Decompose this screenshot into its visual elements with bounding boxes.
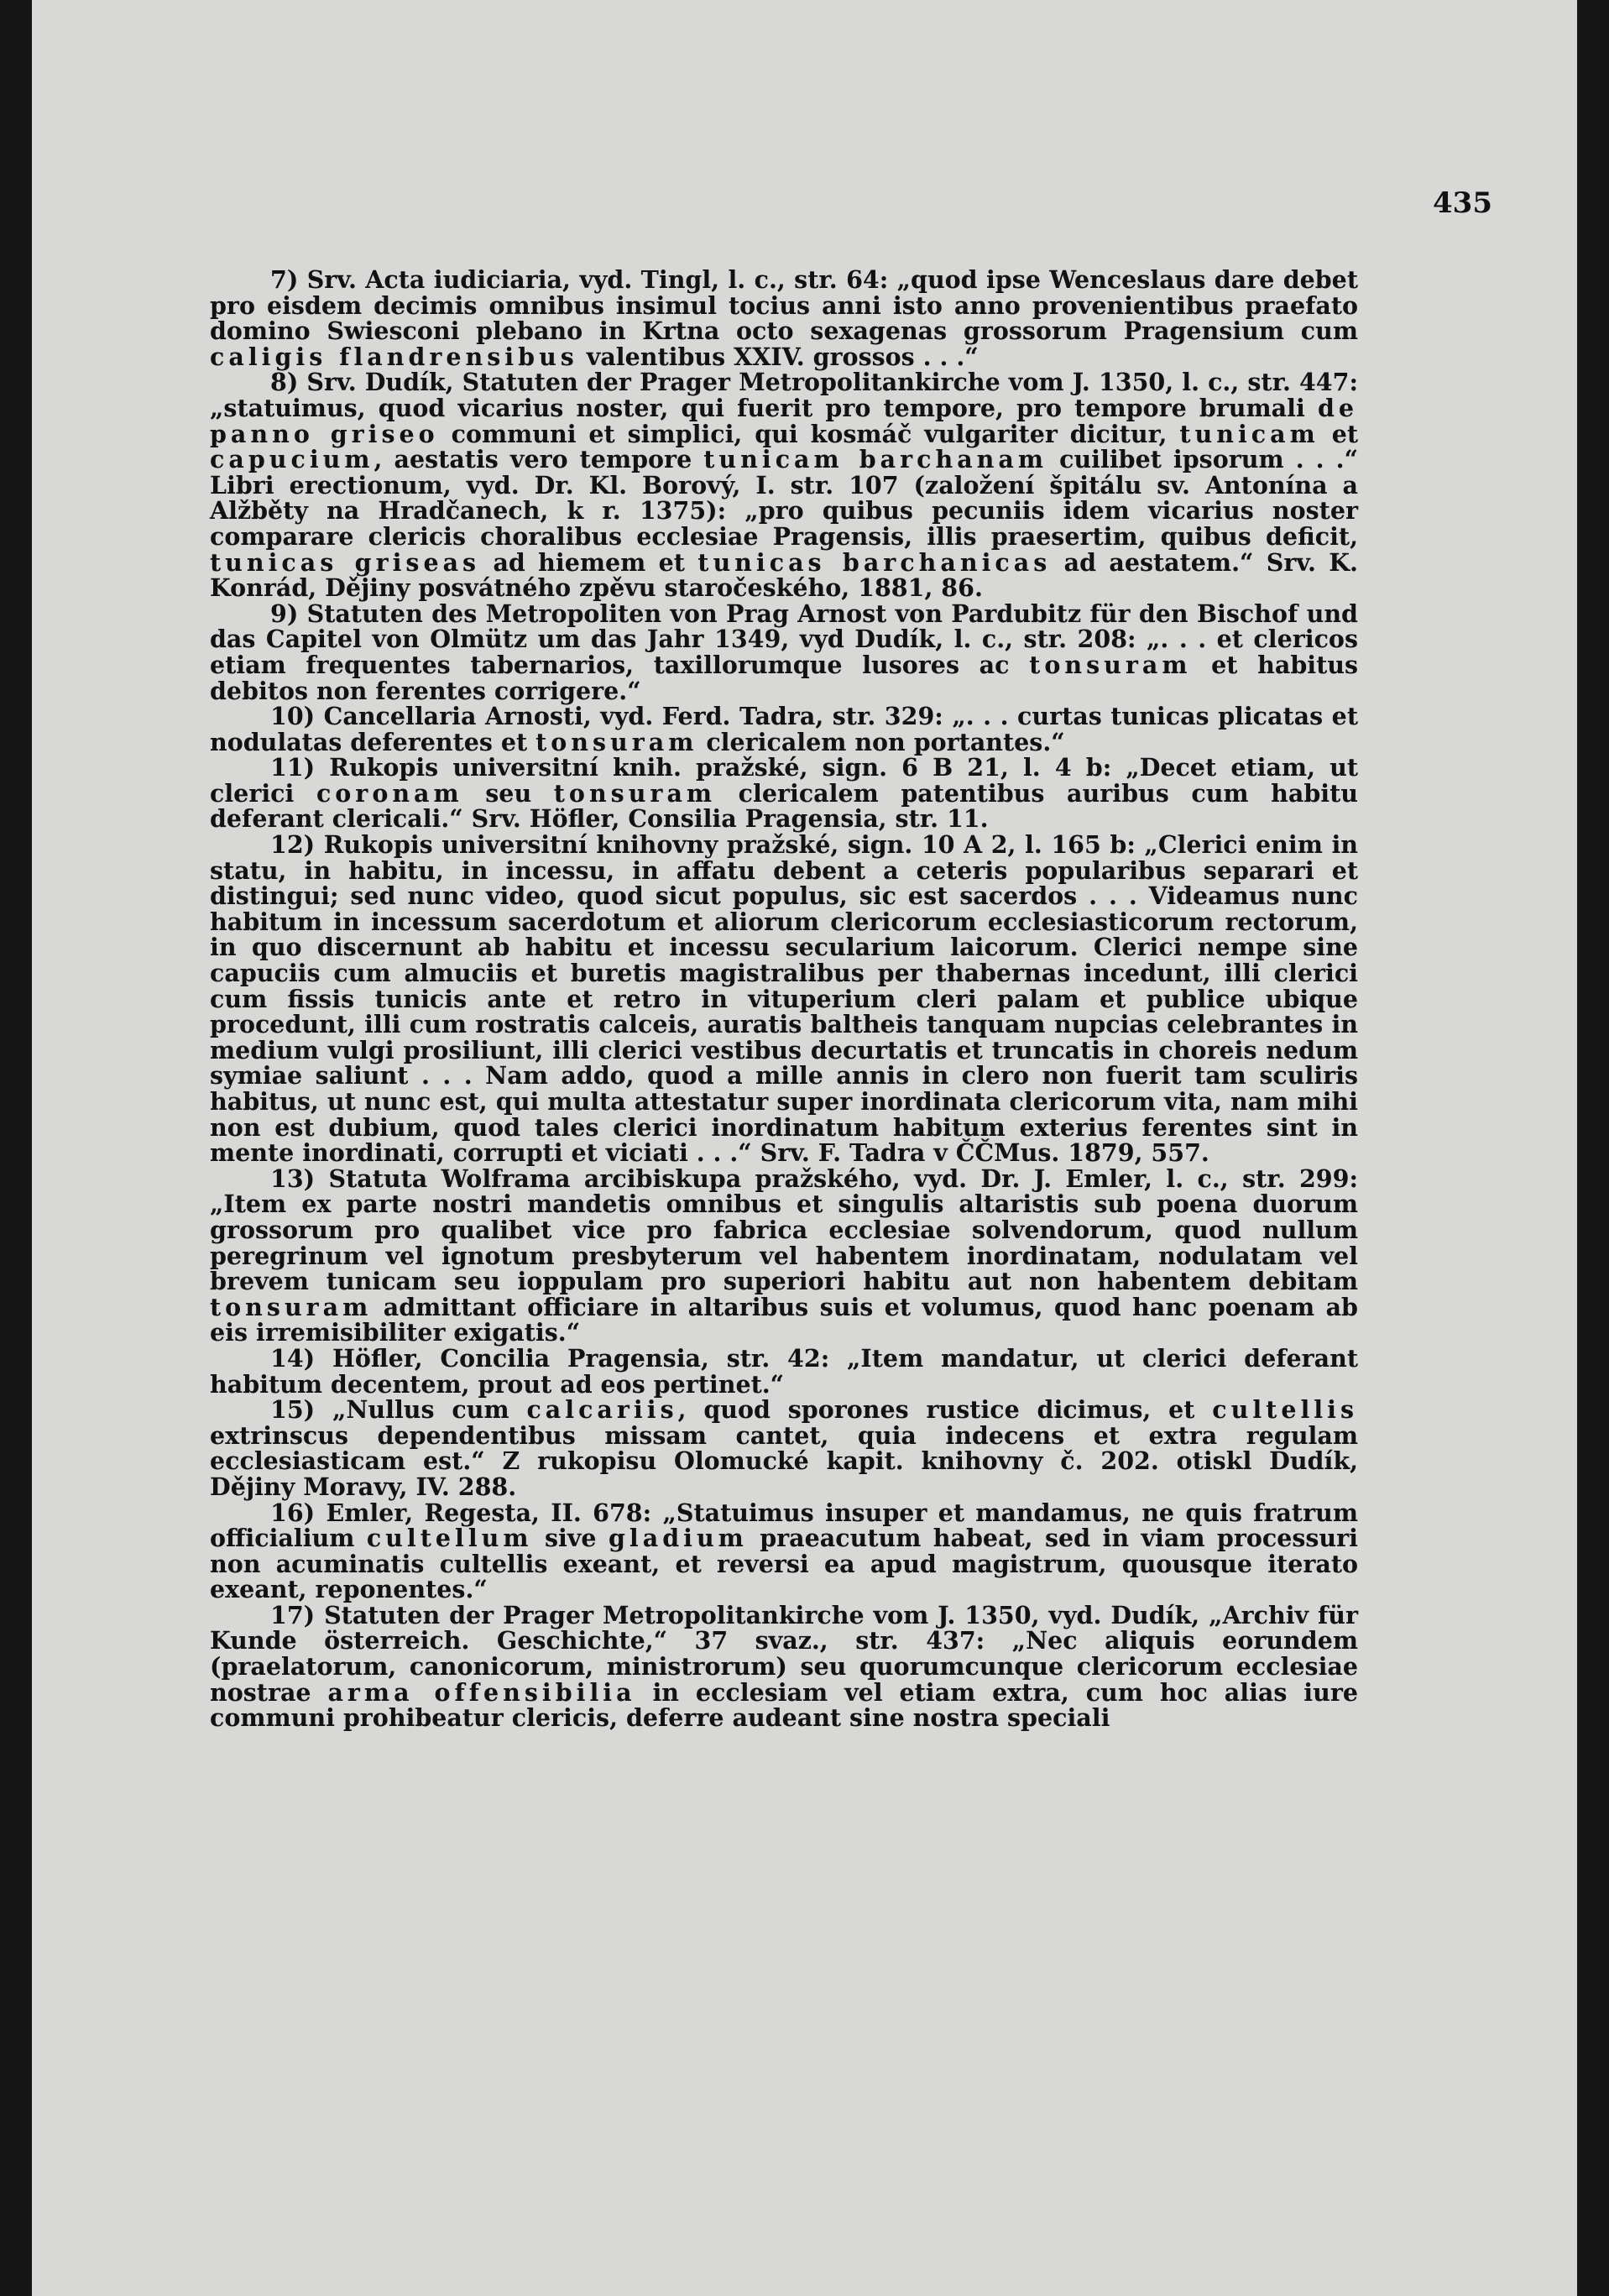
footnote-number: 13: [270, 1164, 304, 1193]
note-text: Srv. Dudík, Statuten der Prager Metropolitankirche vom J. 1350, l. c., str. 447: „statuimus, quod vicarius noster, qui fuerit pro tempore, pro tempore brumali: [210, 368, 1358, 422]
spaced-emphasis: capucium: [210, 445, 374, 474]
note-text: , aestatis vero tempore: [374, 445, 704, 474]
footnote-11: 11) Rukopis universitní knih. pražské, sign. 6 B 21, l. 4 b: „Decet etiam, ut clerici coronam seu tonsuram clericalem patentibus auribus cum habitu deferant clericali.“ Srv. Höfler, Consilia Pragensia, str. 11.: [210, 753, 1358, 834]
footnote-7: 7) Srv. Acta iudiciaria, vyd. Tingl, l. c., str. 64: „quod ipse Wenceslaus dare debet pro eisdem decimis omnibus insimul tocius anni isto anno provenientibus praefato domino Swiesconi plebano in Krtna octo sexagenas grossorum Pragensium cum caligis flandrensibus valentibus XXIV. grossos . . .“: [210, 265, 1358, 371]
note-text: Rukopis universitní knih. pražské, sign. 6 B 21, l. 4 b: „Decet etiam, ut clerici: [210, 753, 1358, 808]
note-text: praeacutum habeat, sed in viam processuri non acuminatis cultellis exeant, et reversi ea apud magistrum, quousque iterato exeant, reponentes.“: [210, 1524, 1358, 1604]
note-text: Statuten der Prager Metropolitankirche vom J. 1350, vyd. Dudík, „Archiv für Kunde österreich. Geschichte,“ 37 svaz., str. 437: „Nec aliquis eorundem (praelatorum, canonicorum, ministrorum) seu quorumcunque clericorum ecclesiae nostrae: [210, 1600, 1358, 1707]
footnote-number: 16: [270, 1498, 304, 1527]
spaced-emphasis: cultellum: [366, 1524, 533, 1553]
note-text: seu: [462, 778, 554, 808]
note-text: clericalem patentibus auribus cum habitu deferant clericali.“ Srv. Höfler, Consilia Pragensia, str. 11.: [210, 778, 1358, 834]
footnote-number: 12: [270, 830, 304, 860]
footnote-number: 8: [270, 368, 287, 397]
spaced-emphasis: tonsuram: [1029, 650, 1192, 679]
footnotes-body: [210, 267, 1358, 1731]
spaced-emphasis: tunicam: [1179, 419, 1319, 448]
note-text: Höfler, Concilia Pragensia, str. 42: „Item mandatur, ut clerici deferant habitum decentem, prout ad eos pertinet.“: [210, 1343, 1358, 1399]
footnote-14: 14) Höfler, Concilia Pragensia, str. 42: „Item mandatur, ut clerici deferant habitum decentem, prout ad eos pertinet.“: [210, 1343, 1358, 1399]
spaced-emphasis: calcariis: [526, 1395, 678, 1425]
note-text: valentibus XXIV. grossos . . .“: [577, 342, 979, 371]
spaced-emphasis: caligis flandrensibus: [210, 342, 578, 371]
footnote-number: 17: [270, 1600, 304, 1629]
footnote-number: 10: [270, 702, 304, 731]
footnote-16: 16) Emler, Regesta, II. 678: „Statuimus insuper et mandamus, ne quis fratrum officialium cultellum sive gladium praeacutum habeat, sed in viam processuri non acuminatis cultellis exeant, et reversi ea apud magistrum, quousque iterato exeant, reponentes.“: [210, 1498, 1358, 1604]
footnote-9: 9) Statuten des Metropoliten von Prag Arnost von Pardubitz für den Bischof und das Capitel von Olmütz um das Jahr 1349, vyd Dudík, l. c., str. 208: „. . . et clericos etiam frequentes tabernarios, taxillorumque lusores ac tonsuram et habitus debitos non ferentes corrigere.“: [210, 599, 1359, 705]
note-text: Cancellaria Arnosti, vyd. Ferd. Tadra, str. 329: „. . . curtas tunicas plicatas et nodulatas deferentes et: [210, 702, 1358, 756]
footnote-number: 14: [270, 1343, 304, 1373]
footnote-number: 11: [270, 753, 304, 782]
note-text: sive: [532, 1524, 609, 1553]
note-text: in ecclesiam vel etiam extra, cum hoc alias iure communi prohibeatur clericis, deferre audeant sine nostra speciali: [210, 1677, 1358, 1733]
spaced-emphasis: gladium: [608, 1524, 748, 1553]
note-text: admittant officiare in altaribus suis et volumus, quod hanc poenam ab eis irremisibiliter exigatis.“: [210, 1292, 1358, 1347]
footnote-13: 13) Statuta Wolframa arcibiskupa pražského, vyd. Dr. J. Emler, l. c., str. 299: „Item ex parte nostri mandetis omnibus et singulis altaristis sub poena duorum grossorum pro qualibet vice pro fabrica ecclesiae solvendorum, quod nullum peregrinum vel ignotum presbyterum vel habentem inordinatam, nodulatam vel brevem tunicam seu ioppulam pro superiori habitu aut non habentem debitam tonsuram admittant officiare in altaribus suis et volumus, quod hanc poenam ab eis irremisibiliter exigatis.“: [210, 1164, 1358, 1347]
spaced-emphasis: tonsuram: [210, 1292, 373, 1321]
footnote-8: 8) Srv. Dudík, Statuten der Prager Metropolitankirche vom J. 1350, l. c., str. 447: „statuimus, quod vicarius noster, qui fuerit pro tempore, pro tempore brumali de panno griseo communi et simplici, qui kosmáč vulgariter dicitur, tunicam et capucium, aestatis vero tempore tunicam barchanam cuilibet ipsorum . . .“ Libri erectionum, vyd. Dr. Kl. Borový, I. str. 107 (založení špitálu sv. Antonína a Alžběty na Hradčanech, k r. 1375): „pro quibus pecuniis idem vicarius noster comparare clericis choralibus ecclesiae Pragensis, illis praesertim, quibus deficit, tunicas griseas ad hiemem et tunicas barchanicas ad aestatem.“ Srv. K. Konrád, Dějiny posvátného zpěvu staročeského, 1881, 86.: [210, 368, 1358, 603]
note-text: , quod sporones rustice dicimus, et: [677, 1395, 1213, 1425]
note-text: extrinscus dependentibus missam cantet, quia indecens et extra regulam ecclesiasticam est.“ Z rukopisu Olomucké kapit. knihovny č. 202. otiskl Dudík, Dějiny Moravy, IV. 288.: [210, 1420, 1358, 1501]
note-text: ad hiemem et: [480, 547, 698, 577]
note-text: communi et simplici, qui kosmáč vulgariter dicitur,: [438, 419, 1180, 448]
spaced-emphasis: de panno griseo: [210, 393, 1358, 448]
note-text: „Nullus cum: [332, 1395, 527, 1425]
footnote-12: 12) Rukopis universitní knihovny pražské, sign. 10 A 2, l. 165 b: „Clerici enim in statu, in habitu, in incessu, in affatu debent a ceteris popularibus separari et distingui; sed nunc video, quod sicut populus, sic est sacerdos . . . Videamus nunc habitum in incessum sacerdotum et aliorum clericorum ecclesiasticorum rectorum, in quo discernunt ab habitu et incessu secularium laicorum. Clerici nempe sine capuciis cum almuciis et buretis magistralibus per thabernas incedunt, illi clerici cum fissis tunicis ante et retro in vituperium cleri palam et publice ubique procedunt, illi cum rostratis calceis, auratis baltheis tanquam nupcias celebrantes in medium vulgi prosiliunt, illi clerici vestibus decurtatis et truncatis in choreis nedum symiae saliunt . . . Nam addo, quod a mille annis in clero non fuerit tam sculiris habitus, ut nunc est, qui multa attestatur super inordinata clericorum vita, nam mihi non est dubium, quod tales clerici inordinatum habitum exterius ferentes sint in mente inordinati, corrupti et viciati . . .“ Srv. F. Tadra v ČČMus. 1879, 557.: [210, 830, 1358, 1168]
spaced-emphasis: tonsuram: [553, 778, 717, 808]
book-page: [32, 0, 1577, 2296]
spaced-emphasis: cultellis: [1212, 1395, 1358, 1425]
note-text: cuilibet ipsorum . . .“ Libri erectionum, vyd. Dr. Kl. Borový, I. str. 107 (založení špitálu sv. Antonína a Alžběty na Hradčanech, k r. 1375): „pro quibus pecuniis idem vicarius noster comparare clericis choralibus ecclesiae Pragensis, illis praesertim, quibus deficit,: [210, 445, 1358, 551]
note-text: et: [1319, 419, 1358, 448]
note-text: clericalem non portantes.“: [697, 727, 1065, 756]
page-number: 435: [1433, 186, 1492, 220]
note-text: ad aestatem.“ Srv. K. Konrád, Dějiny posvátného zpěvu staročeského, 1881, 86.: [210, 547, 1358, 603]
footnote-10: 10) Cancellaria Arnosti, vyd. Ferd. Tadra, str. 329: „. . . curtas tunicas plicatas et nodulatas deferentes et tonsuram clericalem non portantes.“: [210, 702, 1358, 756]
note-text: Emler, Regesta, II. 678: „Statuimus insuper et mandamus, ne quis fratrum officialium: [210, 1498, 1358, 1553]
note-text: Rukopis universitní knihovny pražské, sign. 10 A 2, l. 165 b: „Clerici enim in statu, in habitu, in incessu, in affatu debent a ceteris popularibus separari et distingui; sed nunc video, quod sicut populus, sic est sacerdos . . . Videamus nunc habitum in incessum sacerdotum et aliorum clericorum ecclesiasticorum rectorum, in quo discernunt ab habitu et incessu secularium laicorum. Clerici nempe sine capuciis cum almuciis et buretis magistralibus per thabernas incedunt, illi clerici cum fissis tunicis ante et retro in vituperium cleri palam et publice ubique procedunt, illi cum rostratis calceis, auratis baltheis tanquam nupcias celebrantes in medium vulgi prosiliunt, illi clerici vestibus decurtatis et truncatis in choreis nedum symiae saliunt . . . Nam addo, quod a mille annis in clero non fuerit tam sculiris habitus, ut nunc est, qui multa attestatur super inordinata clericorum vita, nam mihi non est dubium, quod tales clerici inordinatum habitum exterius ferentes sint in mente inordinati, corrupti et viciati . . .“ Srv. F. Tadra v ČČMus. 1879, 557.: [210, 830, 1358, 1168]
spaced-emphasis: tunicas barchanicas: [697, 547, 1052, 577]
spaced-emphasis: tunicas griseas: [210, 547, 481, 577]
spaced-emphasis: coronam: [316, 778, 463, 808]
spaced-emphasis: arma offensibilia: [327, 1677, 636, 1707]
footnote-number: 7: [270, 265, 287, 294]
note-text: Statuta Wolframa arcibiskupa pražského, vyd. Dr. J. Emler, l. c., str. 299: „Item ex parte nostri mandetis omnibus et singulis altaristis sub poena duorum grossorum pro qualibet vice pro fabrica ecclesiae solvendorum, quod nullum peregrinum vel ignotum presbyterum vel habentem inordinatam, nodulatam vel brevem tunicam seu ioppulam pro superiori habitu aut non habentem debitam: [210, 1164, 1358, 1296]
note-text: Statuten des Metropoliten von Prag Arnost von Pardubitz für den Bischof und das Capitel von Olmütz um das Jahr 1349, vyd Dudík, l. c., str. 208: „. . . et clericos etiam frequentes tabernarios, taxillorumque lusores ac: [210, 599, 1358, 679]
footnote-number: 15: [270, 1395, 304, 1425]
spaced-emphasis: tunicam barchanam: [703, 445, 1048, 474]
spaced-emphasis: tonsuram: [535, 727, 698, 756]
footnote-17: 17) Statuten der Prager Metropolitankirche vom J. 1350, vyd. Dudík, „Archiv für Kunde österreich. Geschichte,“ 37 svaz., str. 437: „Nec aliquis eorundem (praelatorum, canonicorum, ministrorum) seu quorumcunque clericorum ecclesiae nostrae arma offensibilia in ecclesiam vel etiam extra, cum hoc alias iure communi prohibeatur clericis, deferre audeant sine nostra speciali: [210, 1600, 1358, 1733]
note-text: Srv. Acta iudiciaria, vyd. Tingl, l. c., str. 64: „quod ipse Wenceslaus dare debet pro eisdem decimis omnibus insimul tocius anni isto anno provenientibus praefato domino Swiesconi plebano in Krtna octo sexagenas grossorum Pragensium cum: [210, 265, 1358, 346]
note-text: et habitus debitos non ferentes corrigere.“: [210, 650, 1359, 705]
footnote-15: 15) „Nullus cum calcariis, quod sporones rustice dicimus, et cultellis extrinscus dependentibus missam cantet, quia indecens et extra regulam ecclesiasticam est.“ Z rukopisu Olomucké kapit. knihovny č. 202. otiskl Dudík, Dějiny Moravy, IV. 288.: [210, 1395, 1358, 1501]
footnote-number: 9: [270, 599, 287, 628]
